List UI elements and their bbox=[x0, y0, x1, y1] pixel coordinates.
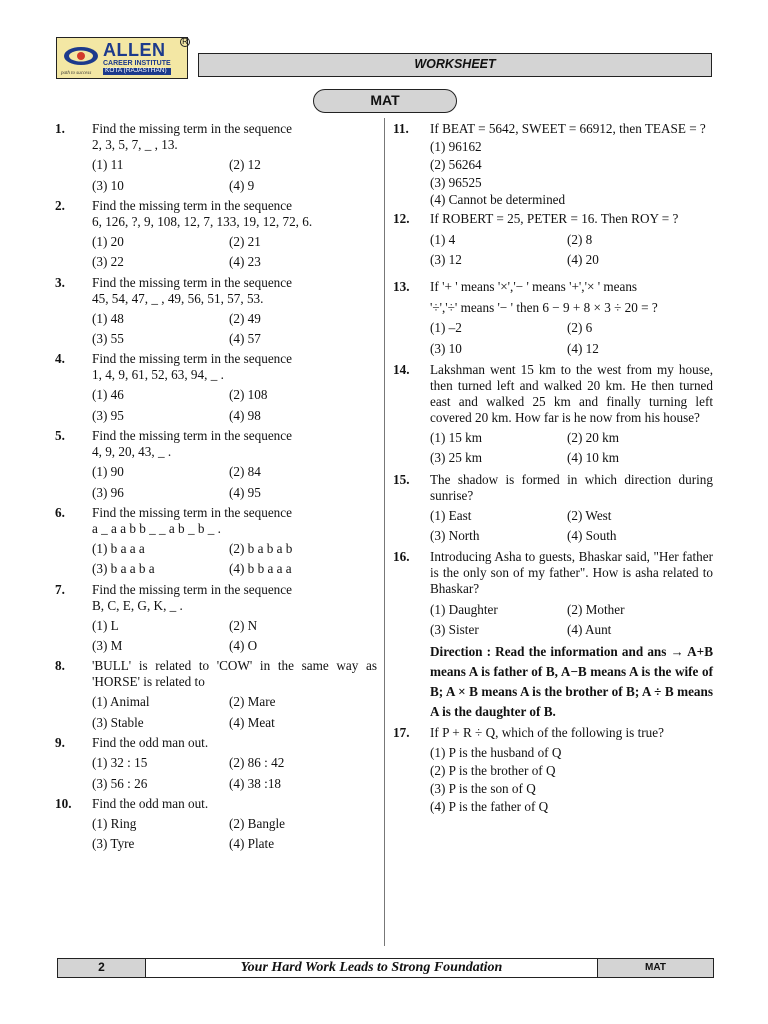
option: (2) Mare bbox=[229, 694, 276, 710]
option: (2) 108 bbox=[229, 387, 268, 403]
question-number: 1. bbox=[55, 121, 65, 136]
question-text: Lakshman went 15 km to the west from my house, then turned left and walked 20 km. He then turned east and walked 25 km and finally turning left covered 20 km. How far is he now from his house? bbox=[430, 361, 713, 425]
question-number: 12. bbox=[393, 211, 410, 227]
question-text-line: Find the missing term in the sequence bbox=[92, 274, 292, 290]
option: (1) P is the husband of Q bbox=[430, 745, 562, 761]
logo-subtitle: CAREER INSTITUTE bbox=[103, 60, 171, 68]
option: (4) Aunt bbox=[567, 621, 612, 637]
question-number: 4. bbox=[55, 351, 65, 367]
question-text-line: a _ a a b b _ _ a b _ b _ . bbox=[92, 520, 221, 536]
option: (3) 25 km bbox=[430, 450, 483, 466]
allen-emblem-icon bbox=[61, 41, 101, 75]
option: (4) 10 km bbox=[567, 450, 620, 466]
option: (3) 10 bbox=[92, 177, 124, 193]
option: (1) 96162 bbox=[430, 139, 482, 154]
option: (2) West bbox=[567, 507, 612, 523]
question-number: 14. bbox=[393, 361, 410, 377]
question-number: 3. bbox=[55, 274, 65, 290]
question-10 bbox=[55, 796, 377, 855]
option: (3) b a a b a bbox=[92, 561, 155, 577]
option: (1) 15 km bbox=[430, 430, 483, 446]
option: (1) Daughter bbox=[430, 601, 498, 617]
question-number: 2. bbox=[55, 197, 65, 213]
question-text: If ROBERT = 25, PETER = 16. Then ROY = ? bbox=[430, 211, 679, 227]
option: (4) b b a a a bbox=[229, 561, 292, 577]
page-footer bbox=[57, 958, 714, 978]
option: (1) East bbox=[430, 507, 472, 523]
option: (3) 10 bbox=[430, 340, 462, 356]
question-text-line: 'BULL' is related to 'COW' in the same way as 'HORSE' is related to bbox=[92, 658, 377, 690]
option: (2) 21 bbox=[229, 233, 261, 249]
option: (3) 96525 bbox=[430, 174, 482, 190]
option: (2) N bbox=[229, 617, 258, 633]
question-text-line: Find the odd man out. bbox=[92, 795, 209, 811]
question-number: 6. bbox=[55, 504, 65, 520]
option: (3) 56 : 26 bbox=[92, 775, 148, 791]
option: (2) 8 bbox=[567, 231, 593, 247]
option: (2) P is the brother of Q bbox=[430, 762, 556, 778]
question-number: 17. bbox=[393, 725, 410, 741]
option: (4) 12 bbox=[567, 340, 599, 356]
question-text-line: B, C, E, G, K, _ . bbox=[92, 597, 183, 613]
option: (1) 4 bbox=[430, 231, 456, 247]
question-1 bbox=[55, 121, 377, 196]
option: (1) b a a a bbox=[92, 540, 145, 556]
option: (4) Cannot be determined bbox=[430, 192, 566, 208]
option: (4) South bbox=[567, 528, 617, 544]
question-9 bbox=[55, 735, 377, 794]
logo-brand: ALLEN bbox=[103, 40, 166, 61]
question-text: The shadow is formed in which direction during sunrise? bbox=[430, 471, 713, 503]
option: (4) 20 bbox=[567, 251, 599, 267]
option: (4) 38 :18 bbox=[229, 775, 282, 791]
question-2 bbox=[55, 198, 377, 273]
option: (3) 12 bbox=[430, 251, 462, 267]
subject-pill: MAT bbox=[313, 89, 457, 113]
option: (2) Bangle bbox=[229, 815, 286, 831]
worksheet-title-bar: WORKSHEET bbox=[198, 53, 712, 77]
registered-mark: R bbox=[180, 37, 190, 47]
option: (1) Animal bbox=[92, 694, 150, 710]
question-text-line: Find the missing term in the sequence bbox=[92, 197, 292, 213]
question-number: 10. bbox=[55, 795, 72, 811]
question-number: 8. bbox=[55, 658, 65, 674]
question-12 bbox=[393, 211, 713, 270]
question-6 bbox=[55, 505, 377, 580]
option: (1) 90 bbox=[92, 464, 124, 480]
question-text-line: Find the odd man out. bbox=[92, 735, 209, 750]
question-number: 16. bbox=[393, 549, 410, 565]
question-16 bbox=[393, 549, 713, 640]
option: (2) 12 bbox=[229, 157, 261, 173]
question-text-line: 6, 126, ?, 9, 108, 12, 7, 133, 19, 12, 72, 6. bbox=[92, 213, 313, 229]
option: (4) 98 bbox=[229, 407, 261, 423]
question-number: 13. bbox=[393, 279, 410, 295]
footer-subject: MAT bbox=[597, 959, 713, 977]
question-number: 15. bbox=[393, 471, 410, 487]
question-number: 9. bbox=[55, 735, 65, 750]
question-number: 5. bbox=[55, 428, 65, 443]
question-text-line: 45, 54, 47, _ , 49, 56, 51, 57, 53. bbox=[92, 290, 264, 306]
question-text-line: Find the missing term in the sequence bbox=[92, 428, 292, 443]
question-text-line: 2, 3, 5, 7, _ , 13. bbox=[92, 137, 178, 152]
question-11 bbox=[393, 121, 713, 208]
left-column bbox=[55, 121, 377, 855]
question-text-line: '÷','÷' means '− ' then 6 − 9 + 8 × 3 ÷ 20 = ? bbox=[430, 300, 658, 316]
option: (1) 11 bbox=[92, 157, 124, 173]
question-7 bbox=[55, 582, 377, 657]
option: (3) 55 bbox=[92, 331, 124, 347]
question-17 bbox=[393, 725, 713, 814]
option: (4) O bbox=[229, 638, 258, 654]
page-number: 2 bbox=[58, 959, 146, 977]
question-text-line: If '+ ' means '×','− ' means '+','× ' means bbox=[430, 279, 638, 295]
allen-logo bbox=[56, 37, 188, 79]
option: (2) Mother bbox=[567, 601, 625, 617]
option: (2) 20 km bbox=[567, 430, 620, 446]
option: (1) 20 bbox=[92, 233, 124, 249]
option: (2) b a b a b bbox=[229, 540, 293, 556]
question-text-line: 1, 4, 9, 61, 52, 63, 94, _ . bbox=[92, 367, 224, 383]
question-text: Introducing Asha to guests, Bhaskar said, "Her father is the only son of my father". How is asha related to Bhaskar? bbox=[430, 549, 713, 597]
direction-text: Direction : Read the information and ans → A+B means A is father of B, A−B means A is the wife of B; A × B means A is the brother of B; A ÷ B means A is the daughter of B. bbox=[430, 644, 713, 720]
option: (1) L bbox=[92, 617, 119, 633]
logo-tagline: path to success bbox=[61, 71, 92, 76]
option: (2) 6 bbox=[567, 320, 593, 336]
option: (3) P is the son of Q bbox=[430, 780, 536, 796]
question-14 bbox=[393, 362, 713, 469]
option: (4) Plate bbox=[229, 836, 275, 852]
option: (2) 84 bbox=[229, 464, 261, 480]
question-number: 11. bbox=[393, 121, 409, 136]
option: (3) Tyre bbox=[92, 836, 135, 852]
option: (3) North bbox=[430, 528, 480, 544]
option: (1) –2 bbox=[430, 320, 462, 336]
option: (3) 96 bbox=[92, 484, 124, 500]
option: (4) 95 bbox=[229, 484, 261, 500]
question-text: If P + R ÷ Q, which of the following is true? bbox=[430, 725, 664, 741]
option: (4) 57 bbox=[229, 331, 261, 347]
option: (4) Meat bbox=[229, 714, 275, 730]
option: (3) Stable bbox=[92, 714, 144, 730]
question-text-line: Find the missing term in the sequence bbox=[92, 351, 292, 367]
question-text-line: 4, 9, 20, 43, _ . bbox=[92, 444, 172, 459]
question-text-line: Find the missing term in the sequence bbox=[92, 504, 292, 520]
question-8 bbox=[55, 658, 377, 733]
question-text-line: Find the missing term in the sequence bbox=[92, 121, 292, 136]
option: (4) 9 bbox=[229, 177, 255, 193]
right-column bbox=[393, 121, 713, 816]
option: (1) 48 bbox=[92, 310, 124, 326]
option: (2) 86 : 42 bbox=[229, 755, 285, 771]
question-text: If BEAT = 5642, SWEET = 66912, then TEASE = ? bbox=[430, 121, 706, 136]
question-number: 7. bbox=[55, 581, 65, 597]
option: (2) 56264 bbox=[430, 156, 482, 172]
option: (4) 23 bbox=[229, 254, 261, 270]
question-text-line: Find the missing term in the sequence bbox=[92, 581, 292, 597]
question-4 bbox=[55, 351, 377, 426]
footer-slogan: Your Hard Work Leads to Strong Foundation bbox=[240, 960, 503, 975]
option: (2) 49 bbox=[229, 310, 261, 326]
question-15 bbox=[393, 472, 713, 547]
question-13 bbox=[393, 276, 713, 359]
option: (3) Sister bbox=[430, 621, 479, 637]
option: (3) 22 bbox=[92, 254, 124, 270]
option: (3) 95 bbox=[92, 407, 124, 423]
option: (3) M bbox=[92, 638, 123, 654]
option: (1) 46 bbox=[92, 387, 124, 403]
logo-city: KOTA (RAJASTHAN) bbox=[103, 68, 171, 75]
option: (1) Ring bbox=[92, 815, 137, 831]
question-3 bbox=[55, 275, 377, 350]
column-divider bbox=[384, 118, 385, 946]
option: (4) P is the father of Q bbox=[430, 798, 549, 814]
option: (1) 32 : 15 bbox=[92, 755, 148, 771]
question-5 bbox=[55, 428, 377, 503]
